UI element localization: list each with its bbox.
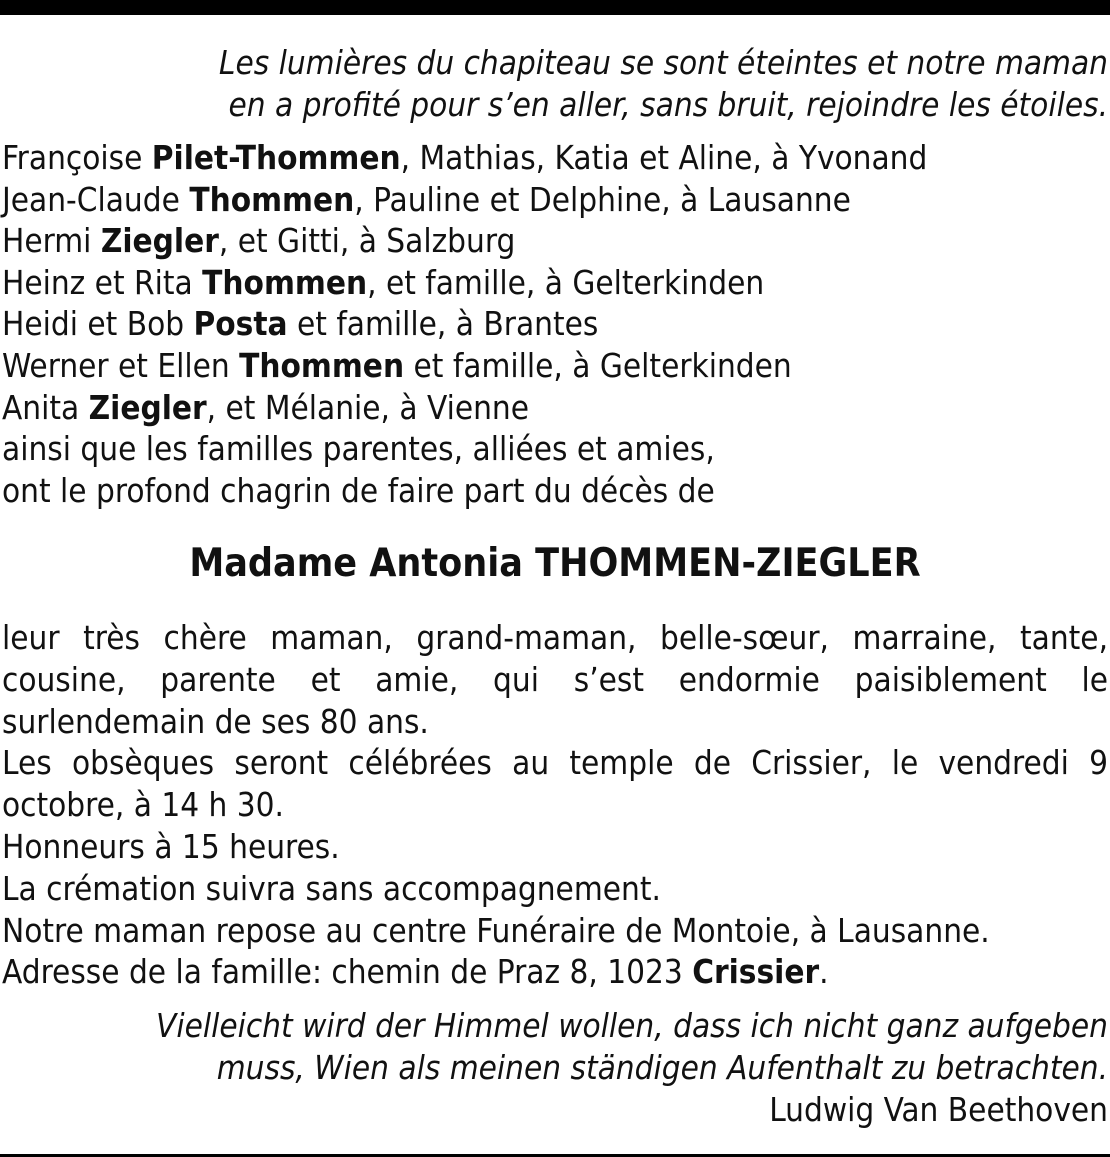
family-row-surname: Ziegler [88,387,207,427]
family-row [2,345,1108,387]
family-row-surname: Pilet-Thommen [151,138,401,177]
announcement-body [2,617,1108,993]
family-row [2,220,1108,262]
rest-location-line: Notre maman repose au centre Funéraire de Montoie, à Lausanne. [2,910,990,950]
family-row-suffix: et famille, à Brantes [287,304,599,344]
family-row [2,179,1108,221]
address-end: . [819,952,829,992]
family-row-prefix: Hermi [2,221,101,261]
family-row-prefix: Jean-Claude [2,179,190,219]
family-closing-line-2: ont le profond chagrin de faire part du décès de [2,470,715,510]
family-row-suffix: , et famille, à Gelterkinden [367,262,765,302]
honors-line: Honneurs à 15 heures. [2,826,340,866]
closing-quote-line-2: muss, Wien als meinen ständigen Aufenthalt zu betrachten. [216,1048,1108,1087]
family-row-prefix: Werner et Ellen [2,345,240,385]
deceased-name: Madame Antonia THOMMEN-ZIEGLER [189,541,921,586]
closing-quote-line-1: Vielleicht wird der Himmel wollen, dass ich nicht ganz aufgeben [156,1006,1108,1045]
family-row [2,303,1108,345]
family-row-surname: Ziegler [100,221,219,261]
family-row [2,262,1108,304]
address-city: Crissier [692,952,820,992]
description-paragraph: leur très chère maman, grand-maman, belle-sœur, marraine, tante, cousine, parente et amie, qui s’est endormie paisiblement le surlendemain de ses 80 ans. [2,618,1108,741]
family-row-suffix: , et Mélanie, à Vienne [206,387,530,427]
family-row-suffix: et famille, à Gelterkinden [404,345,792,385]
opening-quote [219,42,1108,126]
cremation-line: La crémation suivra sans accompagnement. [2,868,661,908]
family-row [2,387,1108,429]
family-row-surname: Thommen [189,179,355,219]
family-list [2,137,1108,511]
family-closing-line-1: ainsi que les familles parentes, alliées et amies, [2,429,715,469]
family-row-prefix: Françoise [2,138,152,177]
family-row-prefix: Heidi et Bob [2,304,194,344]
family-row [2,137,1108,179]
family-row-suffix: , et Gitti, à Salzburg [218,221,516,261]
family-row-suffix: , Pauline et Delphine, à Lausanne [354,179,851,219]
family-row-surname: Thommen [202,262,368,302]
family-row-prefix: Heinz et Rita [2,262,203,302]
address-text: Adresse de la famille: chemin de Praz 8, 1023 [2,952,693,992]
family-row-suffix: , Mathias, Katia et Aline, à Yvonand [400,138,928,177]
opening-quote-line-1: Les lumières du chapiteau se sont éteintes et notre maman [218,43,1108,82]
family-address-line [2,951,1108,993]
family-row-surname: Posta [193,304,288,344]
family-row-prefix: Anita [2,387,89,427]
quote-author: Ludwig Van Beethoven [769,1090,1108,1129]
family-row-surname: Thommen [239,345,405,385]
closing-quote [156,1005,1108,1131]
funeral-paragraph: Les obsèques seront célébrées au temple de Crissier, le vendredi 9 octobre, à 14 h 30. [2,743,1108,825]
opening-quote-line-2: en a profité pour s’en aller, sans bruit, rejoindre les étoiles. [228,85,1108,124]
top-rule [0,0,1110,15]
